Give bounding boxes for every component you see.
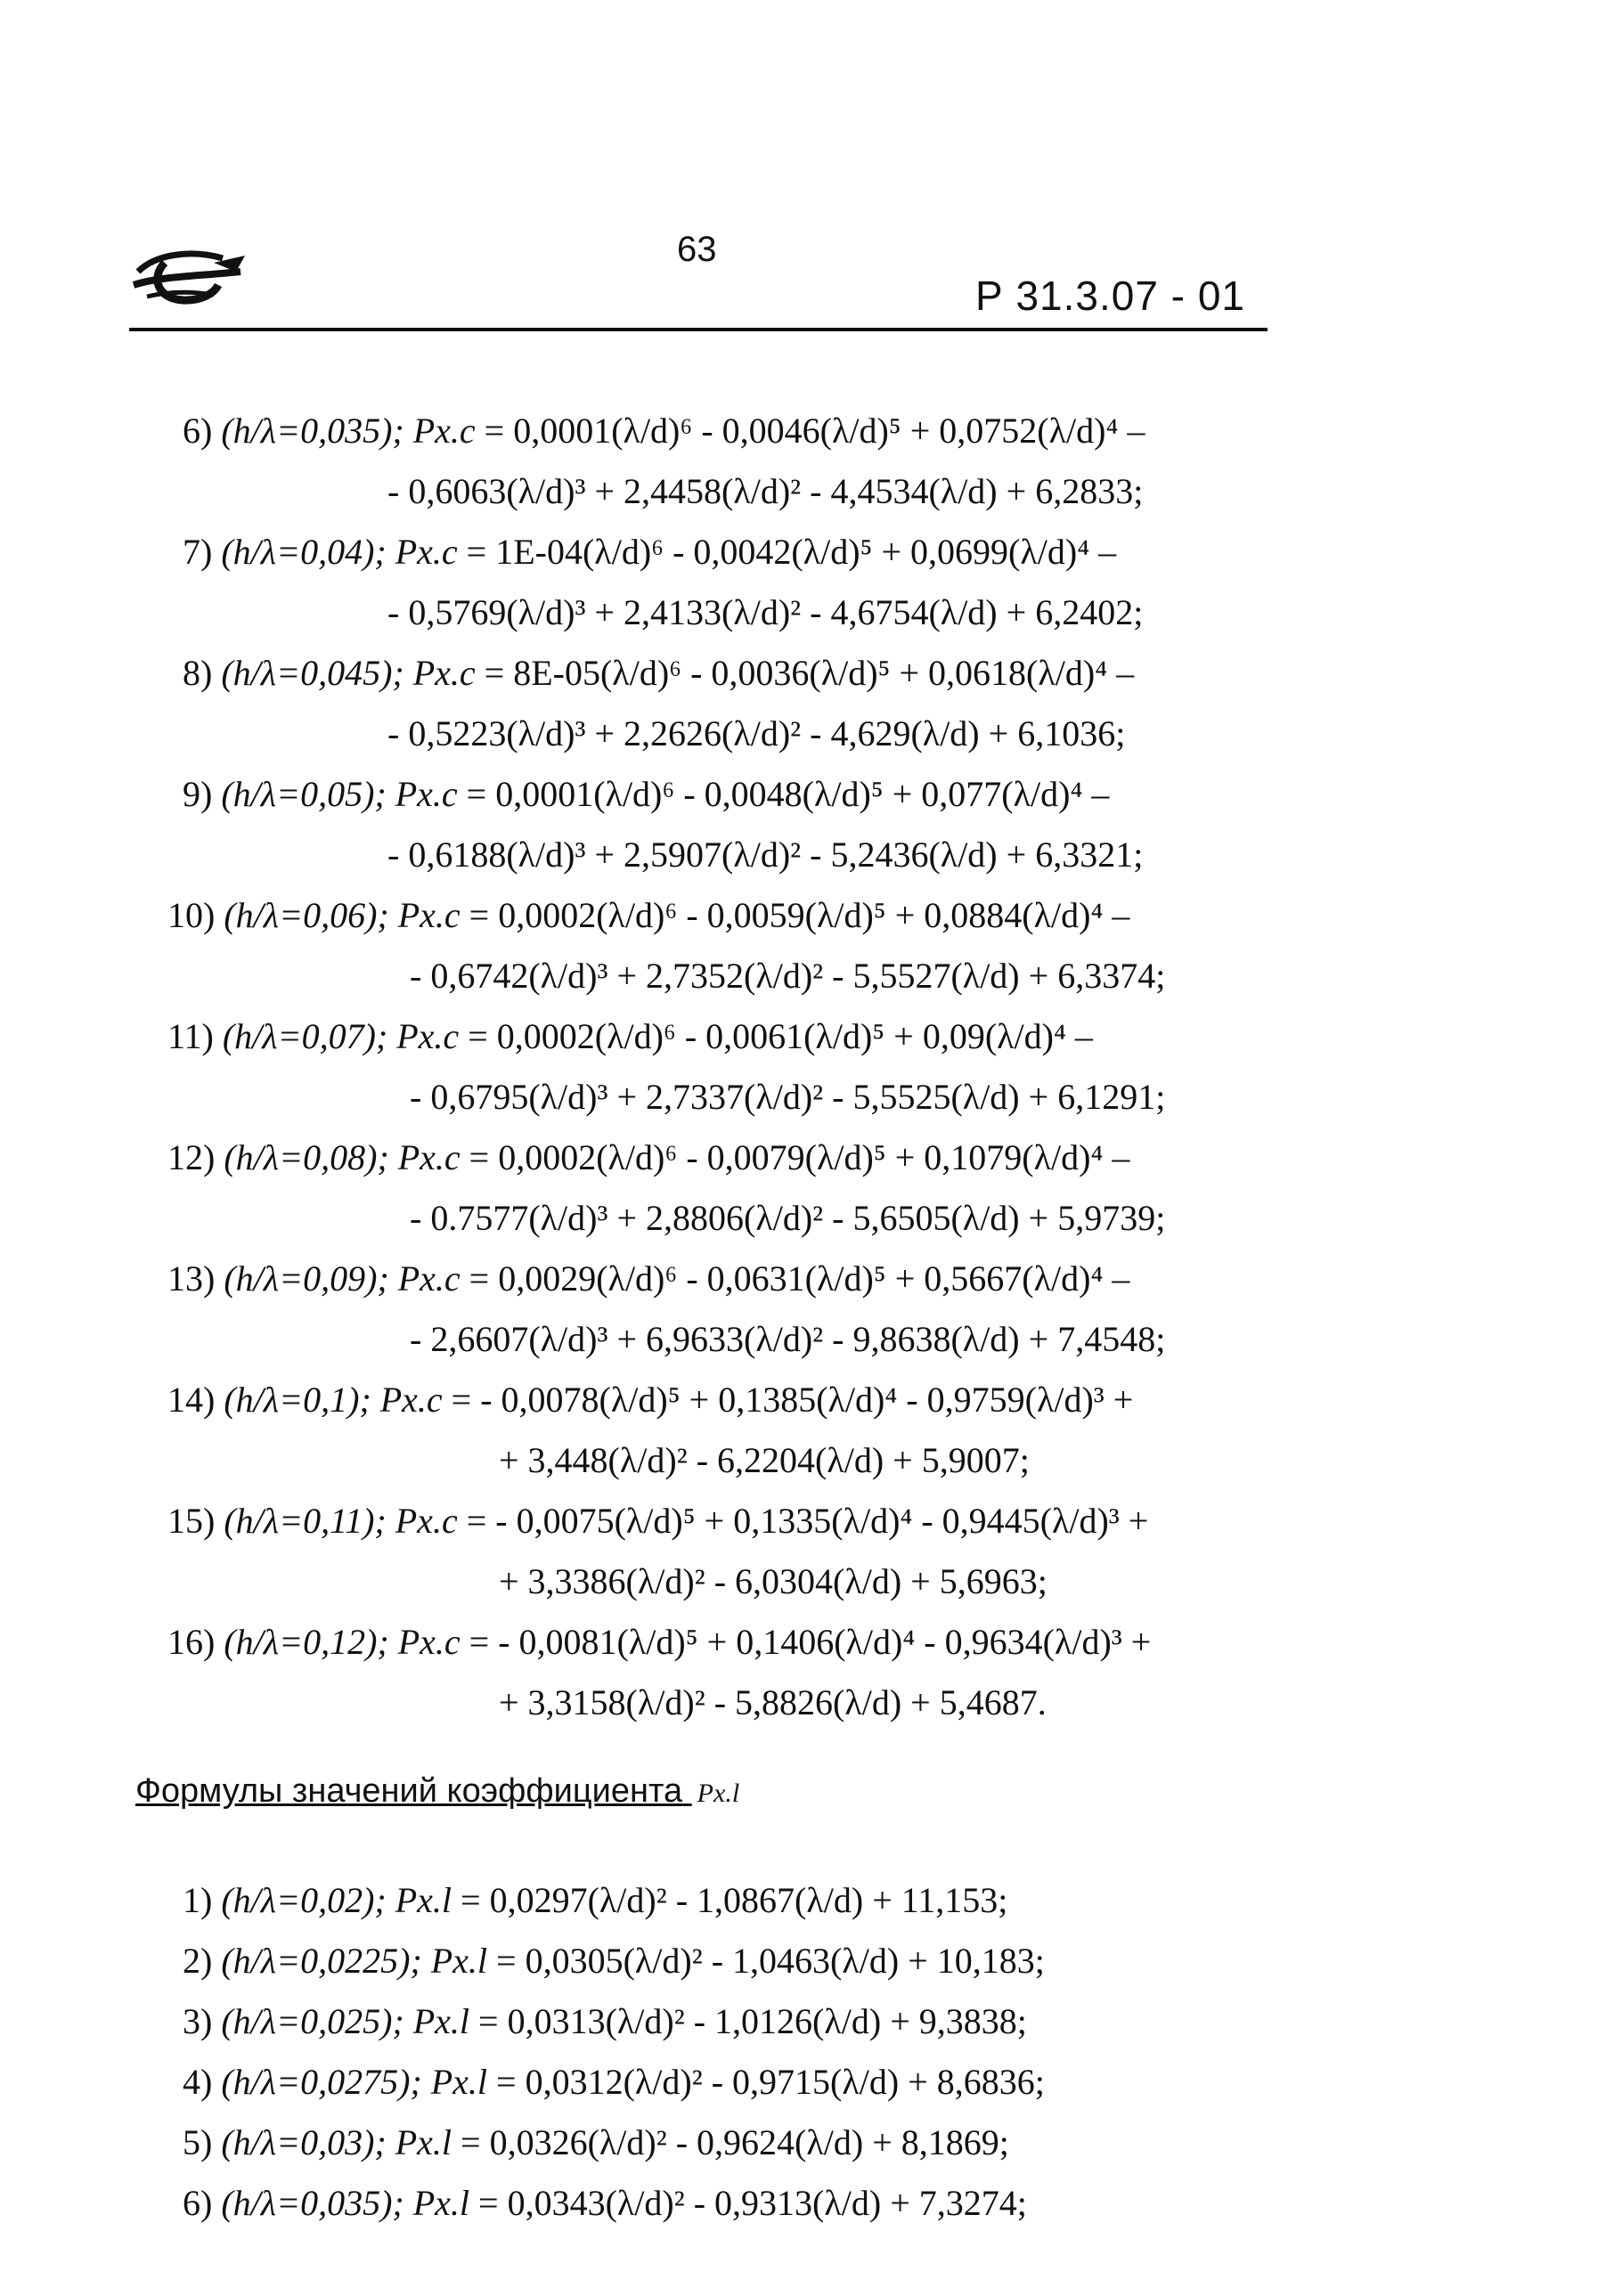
formula-expression: - 0.7577(λ/d)³ + 2,8806(λ/d)² - 5,6505(λ/d) + 5,9739; bbox=[410, 1198, 1166, 1238]
formula-coefficient: Pх.с bbox=[412, 411, 485, 451]
formula-expression: - 0,6063(λ/d)³ + 2,4458(λ/d)² - 4,4534(λ/d) + 6,2833; bbox=[387, 471, 1144, 511]
formula-line bbox=[167, 1500, 1148, 1543]
formula-line bbox=[183, 410, 1145, 452]
page-number: 63 bbox=[677, 230, 717, 269]
formula-index: 3) bbox=[183, 2001, 222, 2041]
formula-expression: = - 0,0081(λ/d)⁵ + 0,1406(λ/d)⁴ - 0,9634(λ/d)³ + bbox=[469, 1622, 1152, 1662]
formula-index: 6) bbox=[183, 411, 222, 451]
formula-index: 7) bbox=[183, 532, 222, 572]
formula-condition: (h/λ=0,05); bbox=[221, 774, 395, 814]
formula-expression: = 0,0326(λ/d)² - 0,9624(λ/d) + 8,1869; bbox=[461, 2122, 1009, 2162]
formula-continuation bbox=[410, 955, 1165, 997]
formula-expression: = 0,0002(λ/d)⁶ - 0,0079(λ/d)⁵ + 0,1079(λ/d)⁴ – bbox=[469, 1137, 1130, 1177]
formula-index: 11) bbox=[167, 1016, 223, 1056]
formula-expression: = 0,0029(λ/d)⁶ - 0,0631(λ/d)⁵ + 0,5667(λ/d)⁴ – bbox=[469, 1258, 1130, 1299]
formula-coefficient: Pх.с bbox=[397, 1137, 469, 1177]
header-rule bbox=[129, 328, 1268, 331]
formula-expression: = 8E-05(λ/d)⁶ - 0,0036(λ/d)⁵ + 0,0618(λ/d)⁴ – bbox=[484, 653, 1135, 693]
formula-expression: = 0,0313(λ/d)² - 1,0126(λ/d) + 9,3838; bbox=[478, 2001, 1027, 2041]
formula-condition: (h/λ=0,02); bbox=[221, 1880, 395, 1920]
formula-condition: (h/λ=0,0225); bbox=[221, 1941, 431, 1981]
formula-expression: - 0,6795(λ/d)³ + 2,7337(λ/d)² - 5,5525(λ/d) + 6,1291; bbox=[410, 1077, 1166, 1117]
formula-index: 15) bbox=[167, 1501, 224, 1541]
formula-coefficient: Pх.с bbox=[412, 653, 485, 693]
formula-line bbox=[167, 1258, 1129, 1300]
formula-line bbox=[183, 652, 1134, 695]
section-title-text: Формулы значений коэффициента bbox=[135, 1772, 683, 1810]
formula-expression: = 0,0343(λ/d)² - 0,9313(λ/d) + 7,3274; bbox=[478, 2183, 1027, 2223]
formula-index: 13) bbox=[167, 1258, 224, 1299]
formula-expression: = 0,0305(λ/d)² - 1,0463(λ/d) + 10,183; bbox=[496, 1941, 1045, 1981]
formula-condition: (h/λ=0,06); bbox=[224, 895, 398, 935]
section-title-symbol: Pх.l bbox=[697, 1779, 740, 1808]
formula-continuation bbox=[410, 1197, 1165, 1240]
formula-line bbox=[183, 2121, 1009, 2164]
formula-expression: - 0,5223(λ/d)³ + 2,2626(λ/d)² - 4,629(λ/d) + 6,1036; bbox=[387, 713, 1126, 753]
formula-expression: = - 0,0078(λ/d)⁵ + 0,1385(λ/d)⁴ - 0,9759(λ/d)³ + bbox=[451, 1380, 1134, 1420]
formula-condition: (h/λ=0,025); bbox=[221, 2001, 413, 2041]
formula-line bbox=[167, 1379, 1133, 1421]
formula-line bbox=[167, 1015, 1093, 1058]
formula-index: 16) bbox=[167, 1622, 224, 1662]
formula-expression: = 0,0297(λ/d)² - 1,0867(λ/d) + 11,153; bbox=[461, 1880, 1008, 1920]
document-code: Р 31.3.07 - 01 bbox=[975, 273, 1245, 319]
formula-continuation bbox=[499, 1560, 1047, 1603]
formula-expression: = - 0,0075(λ/d)⁵ + 0,1335(λ/d)⁴ - 0,9445(λ/d)³ + bbox=[466, 1501, 1149, 1541]
formula-index: 14) bbox=[167, 1380, 224, 1420]
formula-expression: + 3,3386(λ/d)² - 6,0304(λ/d) + 5,6963; bbox=[499, 1561, 1047, 1601]
formula-line bbox=[167, 1136, 1129, 1179]
formula-index: 4) bbox=[183, 2062, 222, 2102]
formula-coefficient: Pх.l bbox=[430, 1941, 497, 1981]
formula-condition: (h/λ=0,0275); bbox=[221, 2062, 431, 2102]
formula-condition: (h/λ=0,09); bbox=[224, 1258, 398, 1299]
formula-index: 1) bbox=[183, 1880, 222, 1920]
section-title bbox=[135, 1772, 739, 1811]
formula-index: 9) bbox=[183, 774, 222, 814]
formula-continuation bbox=[499, 1681, 1047, 1724]
formula-expression: = 0,0002(λ/d)⁶ - 0,0061(λ/d)⁵ + 0,09(λ/d)⁴ – bbox=[468, 1016, 1093, 1056]
formula-coefficient: Pх.с bbox=[397, 1258, 469, 1299]
formula-continuation bbox=[499, 1439, 1030, 1482]
formula-line bbox=[183, 1940, 1045, 1983]
formula-index: 10) bbox=[167, 895, 224, 935]
formula-coefficient: Pх.с bbox=[395, 1501, 467, 1541]
formula-line bbox=[167, 1621, 1151, 1664]
formula-coefficient: Pх.с bbox=[395, 774, 467, 814]
formula-coefficient: Pх.с bbox=[397, 895, 469, 935]
formula-expression: - 0,5769(λ/d)³ + 2,4133(λ/d)² - 4,6754(λ/d) + 6,2402; bbox=[387, 592, 1144, 632]
formula-condition: (h/λ=0,045); bbox=[221, 653, 413, 693]
formula-line bbox=[183, 1879, 1007, 1922]
formula-expression: = 0,0002(λ/d)⁶ - 0,0059(λ/d)⁵ + 0,0884(λ/d)⁴ – bbox=[469, 895, 1130, 935]
formula-condition: (h/λ=0,08); bbox=[224, 1137, 398, 1177]
formula-index: 6) bbox=[183, 2183, 222, 2223]
formula-condition: (h/λ=0,04); bbox=[221, 532, 395, 572]
formula-expression: = 0,0001(λ/d)⁶ - 0,0046(λ/d)⁵ + 0,0752(λ/d)⁴ – bbox=[484, 411, 1145, 451]
formula-expression: + 3,448(λ/d)² - 6,2204(λ/d) + 5,9007; bbox=[499, 1440, 1030, 1480]
formula-coefficient: Pх.l bbox=[430, 2062, 497, 2102]
formula-coefficient: Pх.с bbox=[396, 1016, 469, 1056]
formula-index: 5) bbox=[183, 2122, 222, 2162]
formula-continuation bbox=[387, 834, 1143, 876]
formula-condition: (h/λ=0,035); bbox=[221, 411, 413, 451]
formula-condition: (h/λ=0,035); bbox=[221, 2183, 413, 2223]
formula-index: 8) bbox=[183, 653, 222, 693]
formula-coefficient: Pх.l bbox=[395, 2122, 461, 2162]
formula-condition: (h/λ=0,12); bbox=[224, 1622, 398, 1662]
formula-continuation bbox=[410, 1318, 1165, 1361]
formula-line bbox=[183, 2182, 1027, 2225]
formula-expression: = 1E-04(λ/d)⁶ - 0,0042(λ/d)⁵ + 0,0699(λ/d)⁴ – bbox=[466, 532, 1117, 572]
formula-condition: (h/λ=0,03); bbox=[221, 2122, 395, 2162]
formula-line bbox=[183, 2061, 1045, 2104]
formula-condition: (h/λ=0,11); bbox=[224, 1501, 395, 1541]
organization-logo-icon bbox=[129, 236, 249, 316]
formula-continuation bbox=[387, 591, 1143, 634]
formula-index: 12) bbox=[167, 1137, 224, 1177]
formula-expression: = 0,0312(λ/d)² - 0,9715(λ/d) + 8,6836; bbox=[496, 2062, 1045, 2102]
formula-condition: (h/λ=0,07); bbox=[222, 1016, 397, 1056]
formula-coefficient: Pх.с bbox=[397, 1622, 469, 1662]
formula-continuation bbox=[387, 712, 1125, 755]
formula-expression: = 0,0001(λ/d)⁶ - 0,0048(λ/d)⁵ + 0,077(λ/d)⁴ – bbox=[466, 774, 1110, 814]
formula-line bbox=[183, 2000, 1027, 2043]
formula-coefficient: Pх.l bbox=[412, 2183, 479, 2223]
formula-coefficient: Pх.с bbox=[379, 1380, 452, 1420]
formula-index: 2) bbox=[183, 1941, 222, 1981]
formula-coefficient: Pх.l bbox=[412, 2001, 479, 2041]
formula-condition: (h/λ=0,1); bbox=[224, 1380, 380, 1420]
formula-expression: - 2,6607(λ/d)³ + 6,9633(λ/d)² - 9,8638(λ/d) + 7,4548; bbox=[410, 1319, 1166, 1359]
formula-continuation bbox=[387, 470, 1143, 513]
formula-line bbox=[183, 531, 1116, 574]
formula-line bbox=[167, 894, 1129, 937]
formula-continuation bbox=[410, 1076, 1165, 1119]
formula-line bbox=[183, 773, 1109, 816]
formula-coefficient: Pх.l bbox=[395, 1880, 461, 1920]
formula-expression: - 0,6188(λ/d)³ + 2,5907(λ/d)² - 5,2436(λ/d) + 6,3321; bbox=[387, 835, 1144, 875]
formula-expression: - 0,6742(λ/d)³ + 2,7352(λ/d)² - 5,5527(λ/d) + 6,3374; bbox=[410, 956, 1166, 996]
formula-expression: + 3,3158(λ/d)² - 5,8826(λ/d) + 5,4687. bbox=[499, 1682, 1047, 1722]
formula-coefficient: Pх.с bbox=[395, 532, 467, 572]
